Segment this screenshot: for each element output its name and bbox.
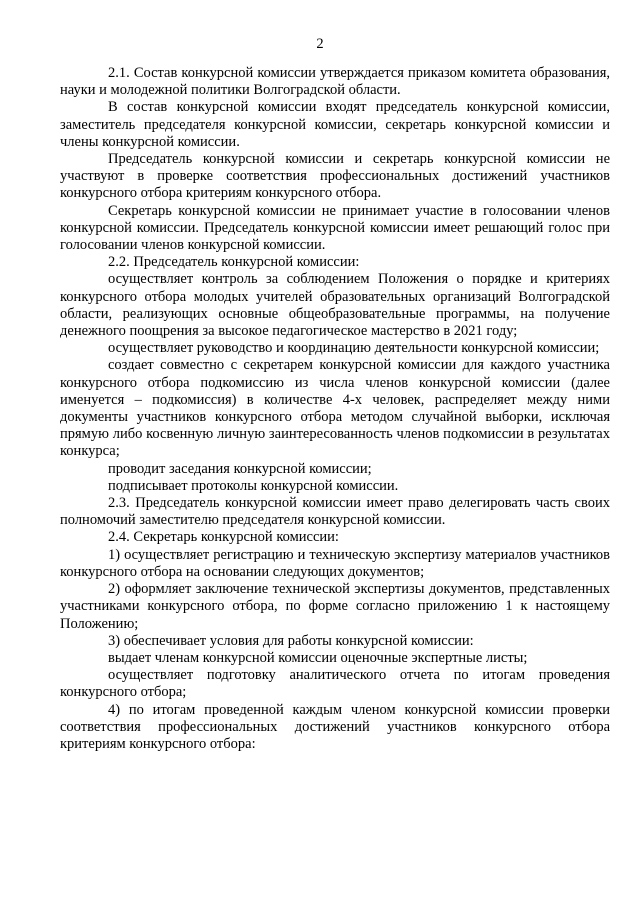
paragraph-protocols: подписывает протоколы конкурсной комиссии.	[108, 477, 399, 494]
paragraph-meetings: проводит заседания конкурсной комиссии;	[108, 460, 372, 477]
document-body	[60, 65, 610, 753]
paragraph-commission-composition: В состав конкурсной комиссии входят председатель конкурсной комиссии, заместитель председателя конкурсной комиссии, секретарь конкурсной комиссии и члены конкурсной комиссии.	[60, 99, 610, 150]
paragraph-item-3: 3) обеспечивает условия для работы конкурсной комиссии:	[108, 632, 474, 649]
paragraph-2-3: 2.3. Председатель конкурсной комиссии имеет право делегировать часть своих полномочий заместителю председателя конкурсной комиссии.	[60, 495, 610, 529]
paragraph-subcommission: создает совместно с секретарем конкурсной комиссии для каждого участника конкурсного отбора подкомиссию из числа членов конкурсной комиссии (далее именуется – подкомиссия) в количестве 4-х человек, распределяет между ними документы участников конкурсного отбора методом случайной выборки, исключая прямую либо косвенную личную заинтересованность членов подкомиссии в результатах конкурса;	[60, 357, 610, 460]
paragraph-item-2: 2) оформляет заключение технической экспертизы документов, представленных участниками конкурсного отбора, по форме согласно приложению 1 к настоящему Положению;	[60, 581, 610, 632]
page-number: 2	[316, 36, 324, 52]
paragraph-leadership: осуществляет руководство и координацию деятельности конкурсной комиссии;	[108, 340, 600, 357]
paragraph-item-1: 1) осуществляет регистрацию и техническую экспертизу материалов участников конкурсного отбора на основании следующих документов;	[60, 546, 610, 580]
paragraph-evaluation-sheets: выдает членам конкурсной комиссии оценочные экспертные листы;	[108, 649, 528, 666]
paragraph-2-1: 2.1. Состав конкурсной комиссии утверждается приказом комитета образования, науки и молодежной политики Волгоградской области.	[60, 65, 610, 99]
paragraph-analytic-report: осуществляет подготовку аналитического отчета по итогам проведения конкурсного отбора;	[60, 667, 610, 701]
paragraph-secretary-voting: Секретарь конкурсной комиссии не принимает участие в голосовании членов конкурсной комиссии. Председатель конкурсной комиссии имеет решающий голос при голосовании членов конкурсной комиссии.	[60, 202, 610, 254]
paragraph-item-4: 4) по итогам проведенной каждым членом конкурсной комиссии проверки соответствия профессиональных достижений участников конкурсного отбора критериям конкурсного отбора:	[60, 701, 610, 752]
paragraph-chair-secretary-not-checking: Председатель конкурсной комиссии и секретарь конкурсной комиссии не участвуют в проверке соответствия профессиональных достижений участников конкурсного отбора критериям конкурсного отбора.	[60, 151, 610, 202]
paragraph-control-regulation: осуществляет контроль за соблюдением Положения о порядке и критериях конкурсного отбора молодых учителей образовательных организаций Волгоградской области, реализующих основные общеобразовательные программы, на получение денежного поощрения за высокое педагогическое мастерство в 2021 году;	[60, 271, 610, 340]
paragraph-2-4: 2.4. Секретарь конкурсной комиссии:	[108, 529, 339, 546]
paragraph-2-2: 2.2. Председатель конкурсной комиссии:	[108, 254, 360, 271]
